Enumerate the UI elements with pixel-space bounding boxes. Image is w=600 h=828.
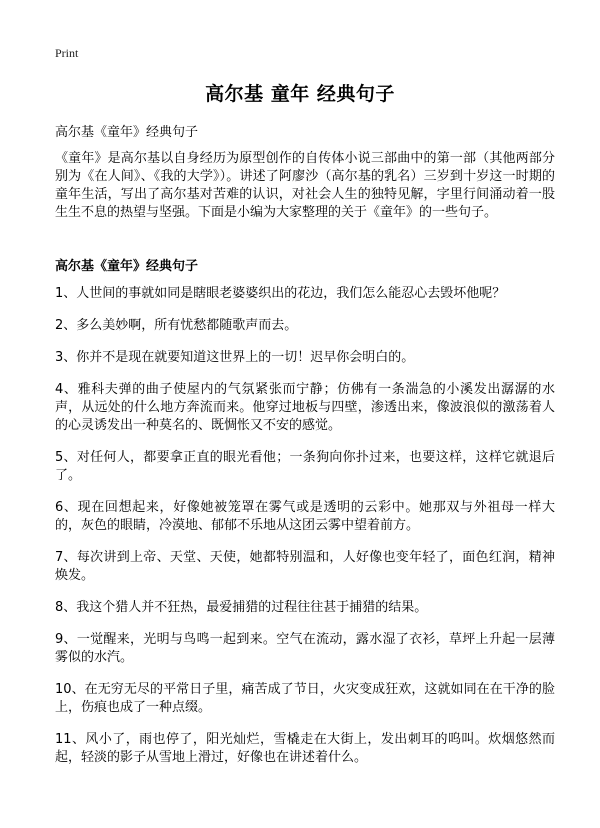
section-heading: 高尔基《童年》经典句子 [55,259,199,274]
sentence-item: 9、一觉醒来，光明与鸟鸣一起到来。空气在流动，露水湿了衣衫，草坪上升起一层薄雾似的水汽。 [55,632,555,665]
sentence-item: 4、雅科夫弹的曲子使屋内的气氛紧张而宁静；仿佛有一条湍急的小溪发出潺潺的水声，从远处的什么地方奔流而来。他穿过地板与四壁，渗透出来，像波浪似的激荡着人的心灵诱发出一种莫名的、既惆怅又不安的感觉。 [55,382,555,433]
page-title: 高尔基 童年 经典句子 [205,83,395,105]
sentence-item: 3、你并不是现在就要知道这世界上的一切！迟早你会明白的。 [55,350,415,365]
sentence-item: 8、我这个猎人并不狂热，最爱捕猎的过程往往甚于捕猎的结果。 [55,600,428,615]
sentence-item: 11、风小了，雨也停了，阳光灿烂，雪橇走在大街上，发出刺耳的呜叫。炊烟悠然而起，轻淡的影子从雪地上滑过，好像也在讲述着什么。 [55,732,555,765]
print-link[interactable]: Print [55,46,79,60]
intro-paragraph: 《童年》是高尔基以自身经历为原型创作的自传体小说三部曲中的第一部（其他两部分别为《在人间》、《我的大学》）。讲述了阿廖沙（高尔基的乳名）三岁到十岁这一时期的童年生活，写出了高尔基对苦难的认识，对社会人生的独特见解，字里行间涌动着一股生生不息的热望与坚强。下面是小编为大家整理的关于《童年》的一些句子。 [55,151,555,220]
document-subtitle: 高尔基《童年》经典句子 [55,125,199,140]
sentence-item: 2、多么美妙啊，所有忧愁都随歌声而去。 [55,318,298,333]
sentence-item: 7、每次讲到上帝、天堂、天使，她都特别温和，人好像也变年轻了，面色红润，精神焕发。 [55,550,555,583]
sentence-item: 6、现在回想起来，好像她被笼罩在雾气或是透明的云彩中。她那双与外祖母一样大的，灰色的眼睛，冷漠地、郁郁不乐地从这团云雾中望着前方。 [55,500,555,533]
sentence-item: 10、在无穷无尽的平常日子里，痛苦成了节日，火灾变成狂欢，这就如同在在干净的脸上，伤痕也成了一种点缀。 [55,682,555,715]
sentence-item: 1、人世间的事就如同是瞎眼老婆婆织出的花边，我们怎么能忍心去毁坏他呢？ [55,286,506,301]
sentence-list [55,285,555,781]
sentence-item: 5、对任何人，都要拿正直的眼光看他；一条狗向你扑过来，也要这样，这样它就退后了。 [55,450,555,483]
